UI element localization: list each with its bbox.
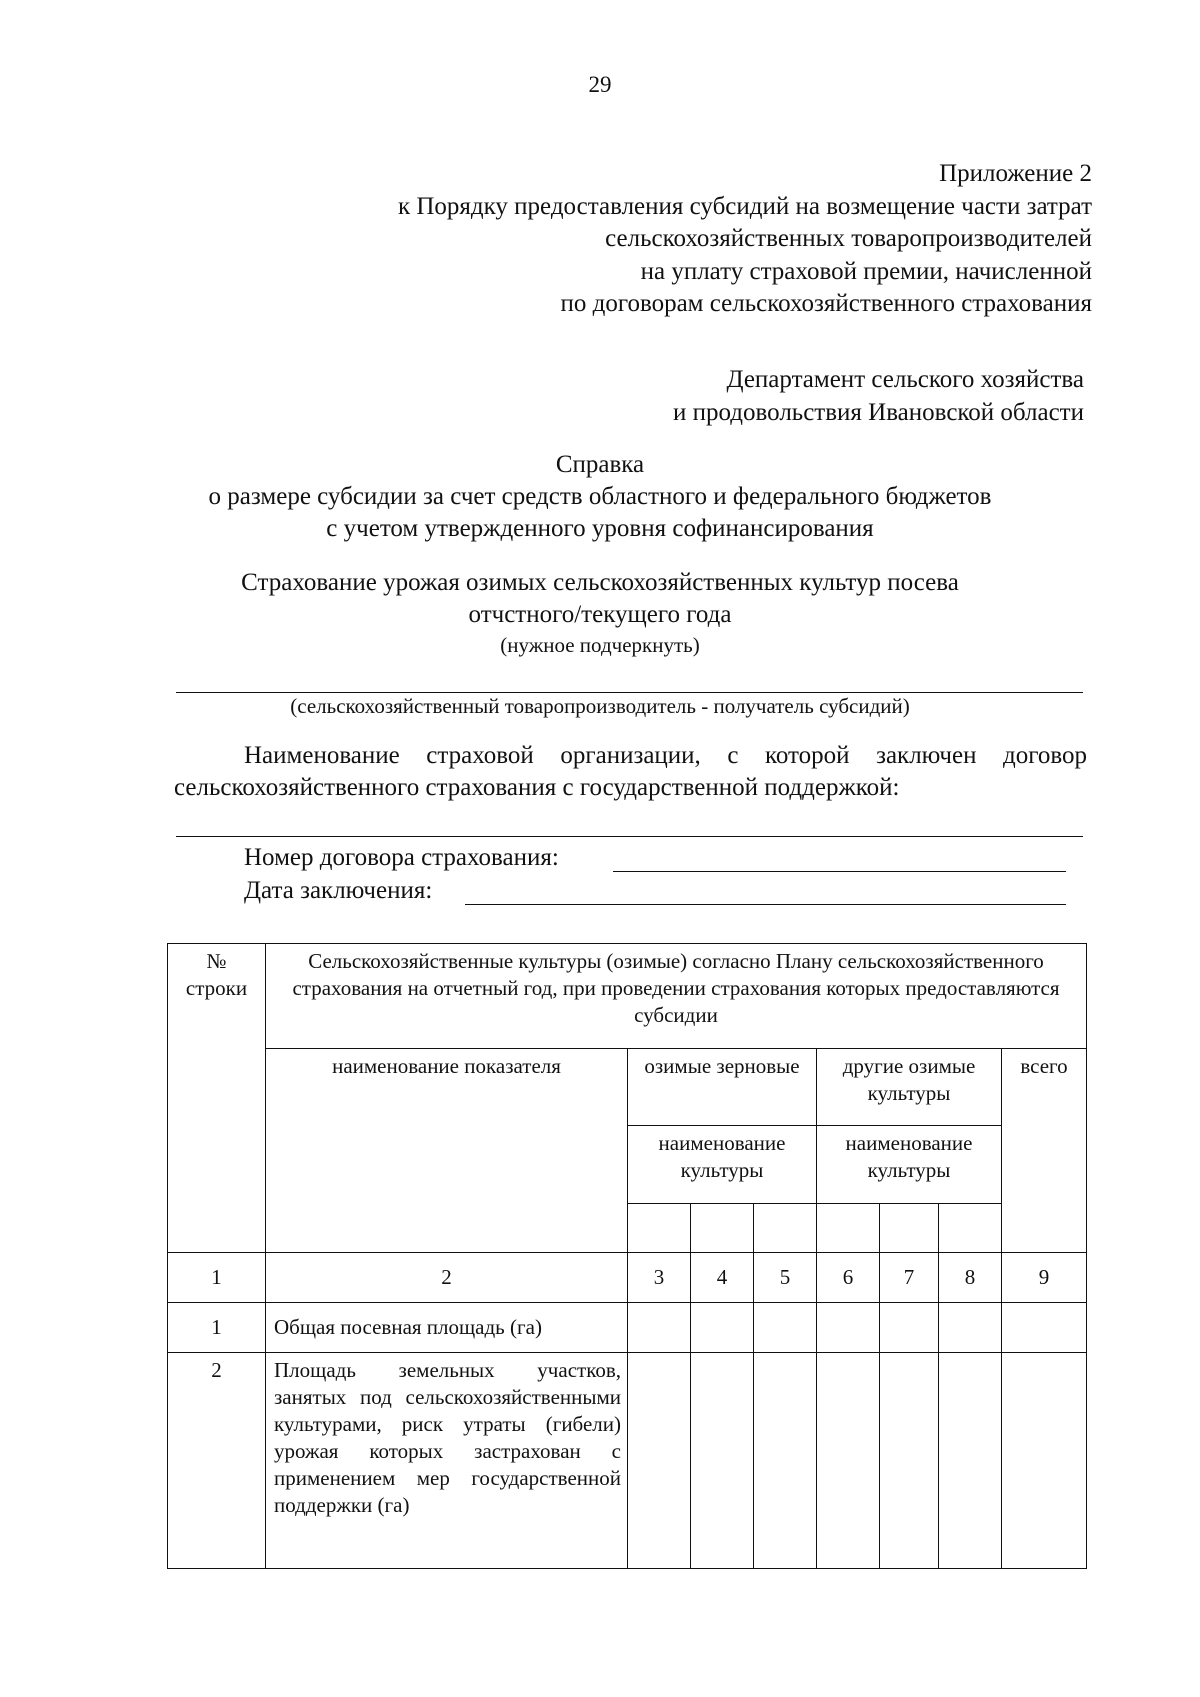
column-number: 6 [817,1253,880,1303]
winter-grain-header: озимые зерновые [628,1049,817,1126]
appendix-line: по договорам сельскохозяйственного страхования [560,290,1092,317]
row-number: 1 [168,1303,266,1353]
column-number: 7 [880,1253,939,1303]
value-cell[interactable] [1002,1353,1087,1569]
row-number: 2 [168,1353,266,1569]
crops-main-header: Сельскохозяйственные культуры (озимые) согласно Плану сельскохозяйственного страхования на отчетный год, при проведении страхования которых предоставляются субсидии [266,944,1087,1049]
value-cell[interactable] [691,1303,754,1353]
crop-name-cell[interactable] [628,1204,691,1253]
appendix-header [398,158,1092,321]
total-header: всего [1002,1049,1087,1253]
table-row [168,1303,1087,1353]
appendix-line: к Порядку предоставления субсидий на возмещение части затрат [397,192,1092,220]
insurer-field-line[interactable] [176,836,1083,837]
crop-name-cell[interactable] [939,1204,1002,1253]
department-line: Департамент сельского хозяйства [726,366,1084,393]
row-label: Площадь земельных участков, занятых под сельскохозяйственными культурами, риск утраты (гибели) урожая которых застрахован с применением мер государственной поддержки (га) [266,1353,628,1569]
column-number: 8 [939,1253,1002,1303]
value-cell[interactable] [880,1303,939,1353]
department-line: и продовольствия Ивановской области [673,398,1084,426]
insurer-name-label: Наименование страховой организации, с которой заключен договор сельскохозяйственного страхования с государственной поддержкой: [174,742,1087,801]
value-cell[interactable] [754,1303,817,1353]
underline-hint: (нужное подчеркнуть) [500,633,700,657]
indicator-name-header: наименование показателя [266,1049,628,1253]
contract-number-label: Номер договора страхования: [244,844,559,871]
crop-name-header: наименование культуры [628,1126,817,1204]
contract-date-label: Дата заключения: [244,877,433,904]
value-cell[interactable] [817,1353,880,1569]
insurance-type [0,567,1200,631]
contract-date-field-line[interactable] [465,904,1066,905]
value-cell[interactable] [817,1303,880,1353]
contract-number-field-line[interactable] [613,871,1066,872]
value-cell[interactable] [939,1353,1002,1569]
column-number: 5 [754,1253,817,1303]
value-cell[interactable] [1002,1303,1087,1353]
column-number: 1 [168,1253,266,1303]
column-number: 4 [691,1253,754,1303]
department-addressee [673,364,1084,429]
value-cell[interactable] [880,1353,939,1569]
appendix-line: Приложение 2 [939,160,1092,187]
producer-caption: (сельскохозяйственный товаропроизводитель - получатель субсидий) [290,694,910,718]
crop-name-cell[interactable] [817,1204,880,1253]
document-title: Справка [555,451,645,478]
subtitle-line: с учетом утвержденного уровня софинансирования [326,515,874,542]
table-row [168,1353,1087,1569]
row-number-header: № строки [168,944,266,1253]
subtitle-line: о размере субсидии за счет средств областного и федерального бюджетов [208,483,992,510]
value-cell[interactable] [939,1303,1002,1353]
appendix-line: сельскохозяйственных товаропроизводителей [605,225,1092,252]
value-cell[interactable] [691,1353,754,1569]
insurance-type-line: отчстного/текущего года [468,601,732,628]
subsidy-table [167,943,1087,1569]
column-number: 2 [266,1253,628,1303]
column-number: 9 [1002,1253,1087,1303]
column-number: 3 [628,1253,691,1303]
value-cell[interactable] [628,1303,691,1353]
row-label: Общая посевная площадь (га) [266,1303,628,1353]
other-winter-crops-header: другие озимые культуры [817,1049,1002,1126]
value-cell[interactable] [628,1353,691,1569]
crop-name-cell[interactable] [880,1204,939,1253]
document-subtitle [0,481,1200,545]
insurance-type-line: Страхование урожая озимых сельскохозяйственных культур посева [241,569,959,596]
crop-name-cell[interactable] [691,1204,754,1253]
value-cell[interactable] [754,1353,817,1569]
appendix-line: на уплату страховой премии, начисленной [640,257,1092,285]
crop-name-header: наименование культуры [817,1126,1002,1204]
crop-name-cell[interactable] [754,1204,817,1253]
page-number: 29 [588,72,612,97]
